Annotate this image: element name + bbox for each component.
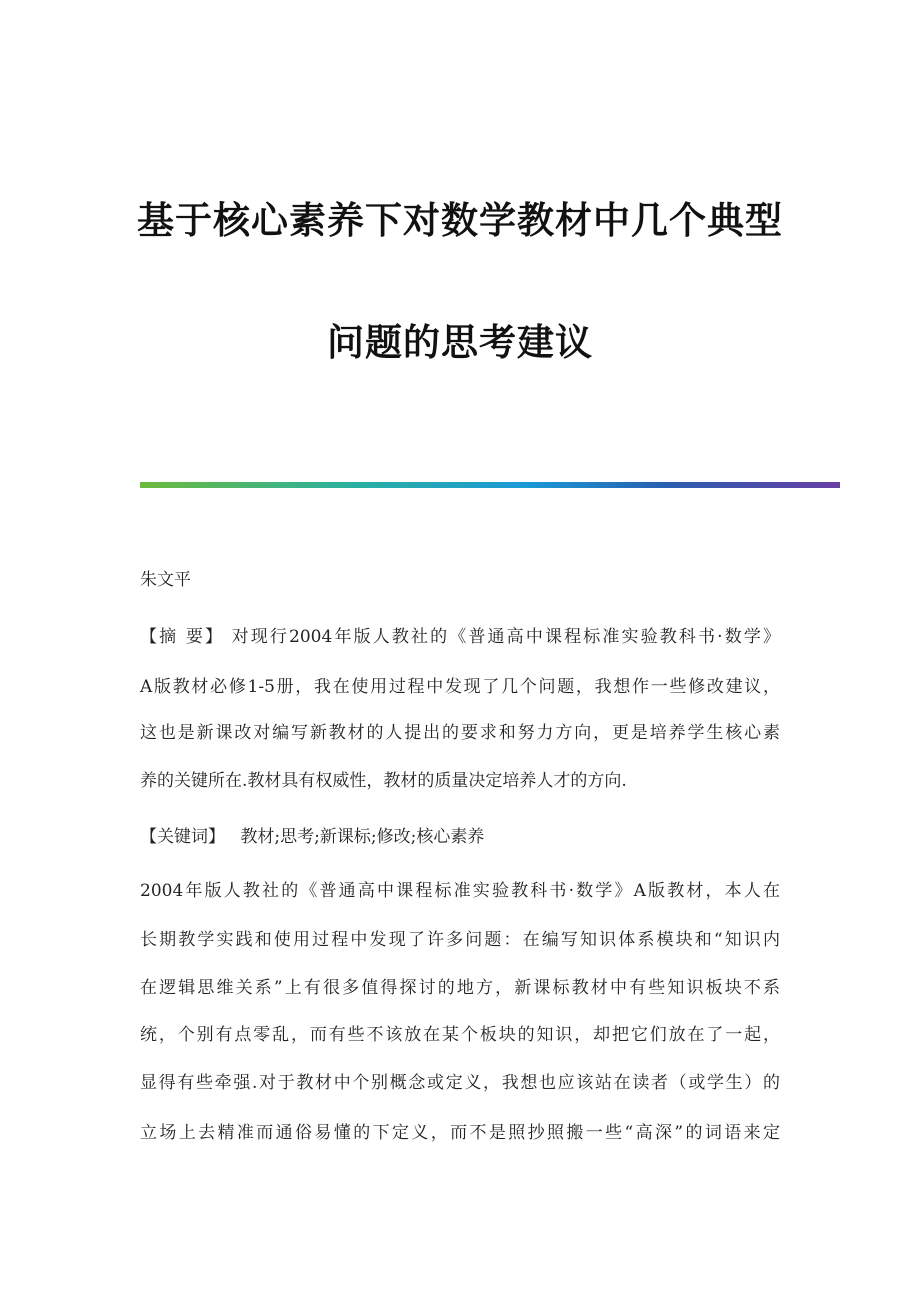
abstract-line-4: 养的关键所在.教材具有权威性，教材的质量决定培养人才的方向. <box>140 771 627 791</box>
author-name: 朱文平 <box>140 570 191 590</box>
keywords-line <box>140 827 484 847</box>
abstract-line-3: 这也是新课改对编写新教材的人提出的要求和努力方向，更是培养学生核心素 <box>140 723 780 743</box>
body-line-4: 统，个别有点零乱，而有些不该放在某个板块的知识，却把它们放在了一起， <box>140 1025 780 1045</box>
keywords-label: 【关键词】 <box>140 827 225 847</box>
body-line-1: 2004年版人教社的《普通高中课程标准实验教科书·数学》A版教材，本人在 <box>140 881 780 901</box>
body-line-5: 显得有些牵强.对于教材中个别概念或定义，我想也应该站在读者（或学生）的 <box>140 1073 780 1093</box>
body-line-6: 立场上去精准而通俗易懂的下定义，而不是照抄照搬一些“高深”的词语来定 <box>140 1123 780 1143</box>
gradient-divider <box>140 482 840 488</box>
body-line-3: 在逻辑思维关系”上有很多值得探讨的地方，新课标教材中有些知识板块不系 <box>140 978 780 998</box>
body-line-2: 长期教学实践和使用过程中发现了许多问题：在编写知识体系模块和“知识内 <box>140 930 780 950</box>
abstract-text-1: 对现行2004年版人教社的《普通高中课程标准实验教科书·数学》 <box>231 627 781 647</box>
abstract-line-1 <box>140 627 780 647</box>
title-line-1: 基于核心素养下对数学教材中几个典型 <box>137 198 783 242</box>
title-line-2: 问题的思考建议 <box>327 320 593 364</box>
abstract-line-2: A版教材必修1-5册，我在使用过程中发现了几个问题，我想作一些修改建议， <box>140 677 780 697</box>
abstract-label: 【摘 要】 <box>140 627 225 647</box>
keywords-text: 教材;思考;新课标;修改;核心素养 <box>240 827 485 847</box>
